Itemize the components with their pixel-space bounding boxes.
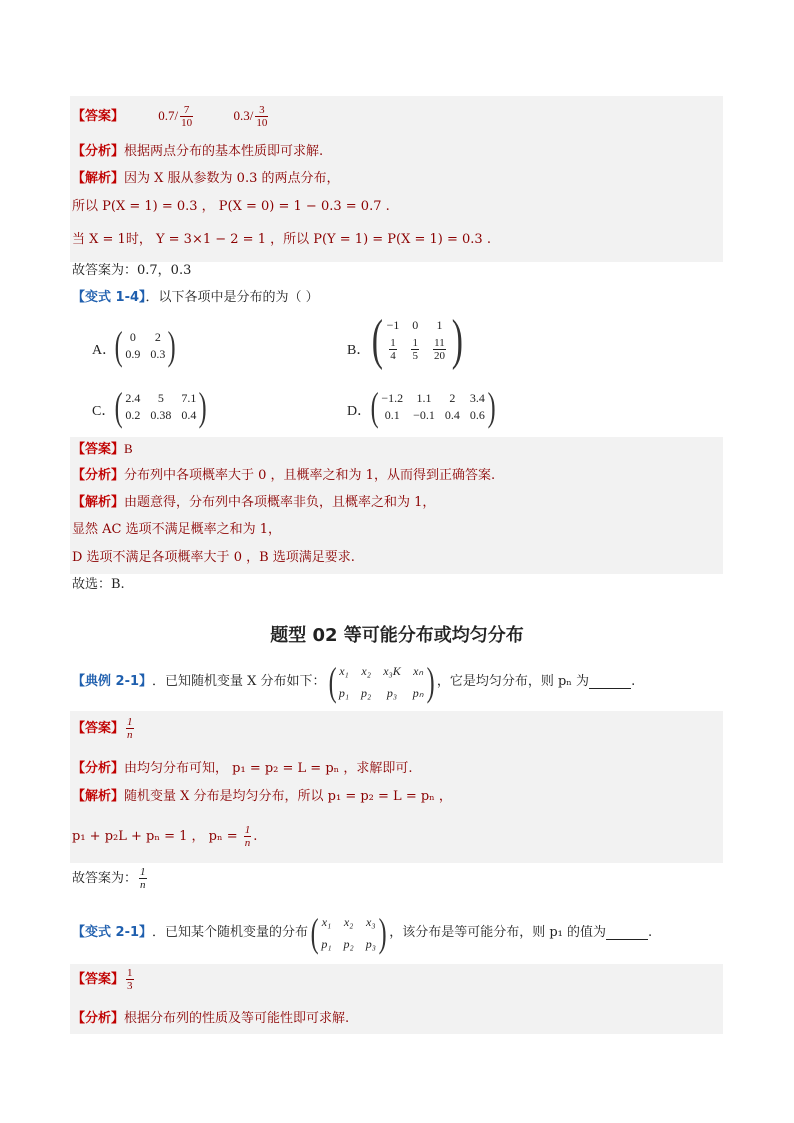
- solution-tag: 【解析】: [72, 789, 125, 804]
- fraction-1-n: $\frac{1}{n}$: [127, 716, 133, 741]
- solution-text: 因为 X 服从参数为 0.3 的两点分布，: [124, 171, 340, 186]
- solution-line-3: 当 X = 1时， Y = 3×1 − 2 = 1 ，所以 P(Y = 1) = P(X = 1) = 0.3 .: [72, 232, 491, 247]
- analysis-row-4: [72, 1010, 349, 1028]
- analysis-row-1: [72, 143, 323, 161]
- answer-value: B: [124, 441, 133, 456]
- solution-line-2c: p₁ + p₂L + pₙ = 1 ， pₙ = $\frac{1}{n}$ .: [72, 824, 258, 849]
- question-text: ．已知随机变量 X 分布如下：: [152, 674, 326, 689]
- option-a-matrix[interactable]: ( 0 2 0.9 0.3 ): [114, 323, 176, 368]
- analysis-tag: 【分析】: [72, 1011, 125, 1026]
- answer-row-2: [72, 440, 133, 459]
- fraction-3-10: $\frac{3}{10}$: [256, 104, 268, 129]
- solution-row-1: [72, 170, 339, 188]
- analysis-tag: 【分析】: [72, 761, 125, 776]
- analysis-text: 由均匀分布可知， p₁ = p₂ = L = pₙ ，求解即可.: [124, 761, 413, 776]
- answer-blank[interactable]: [589, 676, 631, 689]
- solution-line-2b: 显然 AC 选项不满足概率之和为 1，: [72, 522, 282, 537]
- answer-tag: 【答案】: [72, 721, 125, 736]
- analysis-tag: 【分析】: [72, 468, 125, 483]
- solution-row-2: [72, 494, 435, 512]
- analysis-row-2: [72, 467, 495, 485]
- option-c-label[interactable]: C．: [92, 404, 116, 419]
- question-text: ．以下各项中是分布的为（ ）: [145, 290, 319, 305]
- solution-row-3: [72, 788, 452, 806]
- example-2-1-question: [72, 659, 636, 704]
- conclusion-3: 故答案为： $\frac{1}{n}$: [72, 866, 146, 891]
- conclusion-1: 故答案为：0.7，0.3: [72, 263, 192, 278]
- answer-blank[interactable]: [606, 927, 648, 940]
- question-text: ．已知某个随机变量的分布: [152, 925, 309, 940]
- solution-line-3b: D 选项不满足各项概率大于 0 ，B 选项满足要求.: [72, 550, 355, 565]
- analysis-text: 分布列中各项概率大于 0 ，且概率之和为 1，从而得到正确答案.: [124, 468, 496, 483]
- answer-tag: 【答案】: [72, 442, 125, 457]
- option-d-matrix[interactable]: ( −1.2 1.1 2 3.4 0.1 −0.1 0.4 0.6 ): [370, 384, 496, 429]
- variant-1-4-question: [72, 289, 319, 307]
- analysis-row-3: [72, 760, 413, 778]
- answer-tag: 【答案】: [72, 109, 125, 124]
- conclusion-2: 故选：B.: [72, 577, 125, 592]
- answer-row-4: [72, 967, 136, 992]
- period: .: [648, 925, 653, 940]
- option-b-label[interactable]: B．: [347, 343, 371, 358]
- variant-tag: 【变式 1-4】: [72, 290, 146, 305]
- answer-tag: 【答案】: [72, 972, 125, 987]
- solution-text: 随机变量 X 分布是均匀分布，所以 p₁ = p₂ = L = pₙ ，: [124, 789, 452, 804]
- solution-tag: 【解析】: [72, 495, 125, 510]
- example-tag: 【典例 2-1】: [72, 674, 153, 689]
- analysis-text: 根据两点分布的基本性质即可求解.: [124, 144, 324, 159]
- section-title: 题型 02 等可能分布或均匀分布: [270, 625, 524, 646]
- solution-line-2: 所以 P(X = 1) = 0.3 ， P(X = 0) = 1 − 0.3 = 0.7 .: [72, 199, 390, 214]
- fraction-7-10: $\frac{7}{10}$: [181, 104, 193, 129]
- option-d-label[interactable]: D．: [347, 404, 372, 419]
- fraction-1-3: $\frac{1}{3}$: [127, 967, 133, 992]
- option-c-matrix[interactable]: ( 2.4 5 7.1 0.2 0.38 0.4 ): [114, 384, 207, 429]
- analysis-tag: 【分析】: [72, 144, 125, 159]
- answer-value-2: 0.3/: [233, 108, 254, 123]
- question-text-after: ，它是均匀分布，则 pₙ 为: [436, 674, 590, 689]
- solution-text: 由题意得，分布列中各项概率非负，且概率之和为 1，: [124, 495, 436, 510]
- option-a-label[interactable]: A．: [92, 343, 117, 358]
- analysis-text: 根据分布列的性质及等可能性即可求解.: [124, 1011, 350, 1026]
- variant-tag: 【变式 2-1】: [72, 925, 153, 940]
- solution-tag: 【解析】: [72, 171, 125, 186]
- option-b-matrix[interactable]: ( −1 0 1 $\frac{1}{4}$ $\frac{1}{5}$ $\frac{11}{20}$ ): [371, 309, 463, 371]
- example-matrix: ( x₁ x₂ x₃K xₙ p₁ p₂ p₃ pₙ ): [328, 659, 435, 704]
- answer-value-1: 0.7/: [158, 108, 179, 123]
- period: .: [631, 674, 636, 689]
- answer-row-1: [72, 104, 270, 129]
- variant-matrix: ( x₁ x₂ x₃ p₁ p₂ p₃ ): [310, 910, 387, 955]
- variant-2-1-question: [72, 910, 653, 955]
- answer-row-3: [72, 716, 136, 741]
- question-text-after: ，该分布是等可能分布，则 p₁ 的值为: [389, 925, 607, 940]
